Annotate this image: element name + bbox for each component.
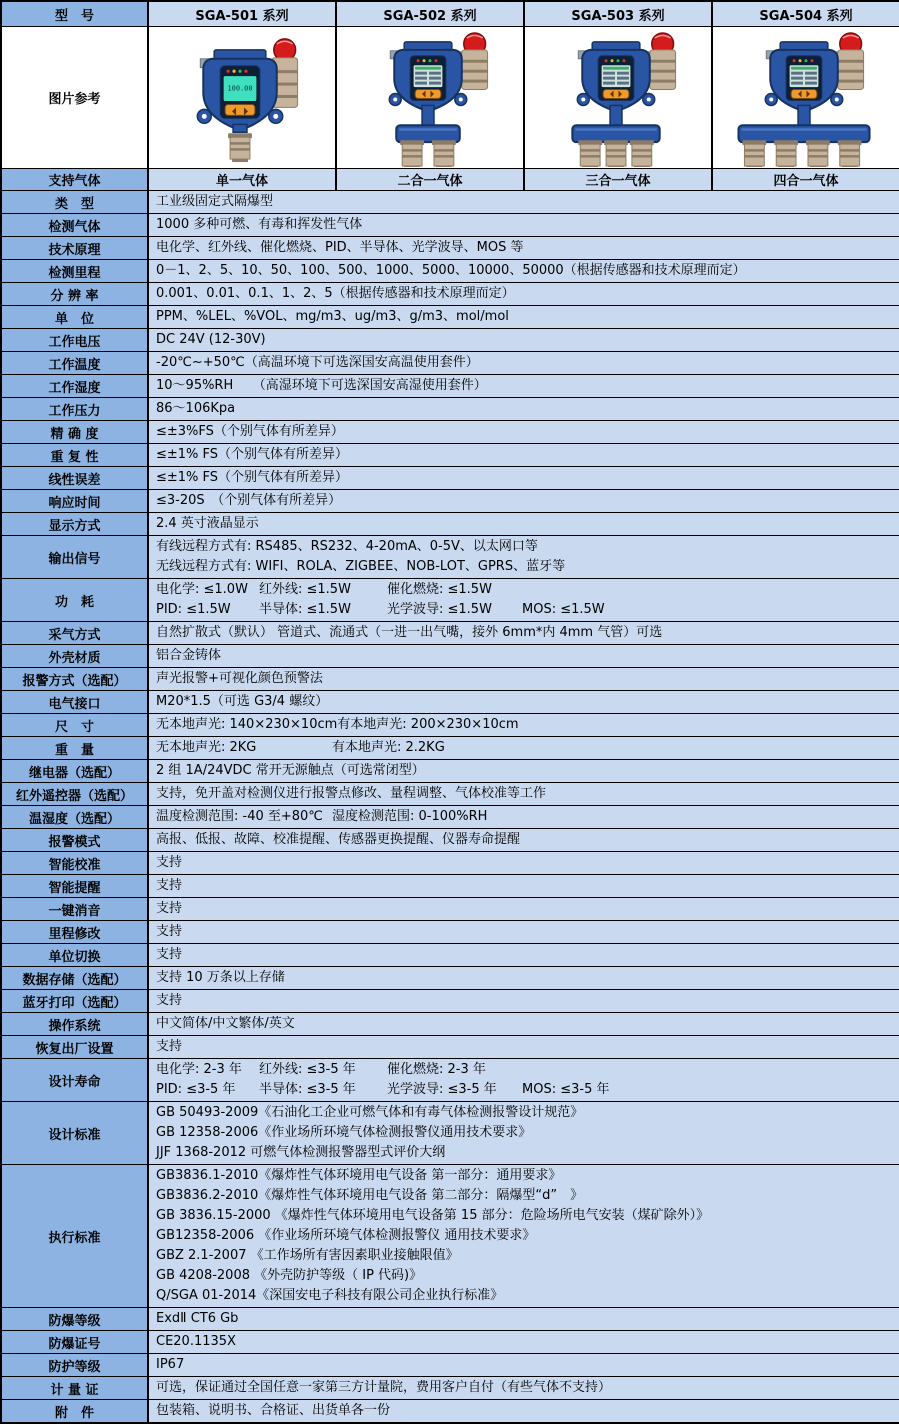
spec-value (148, 260, 899, 283)
spec-row (1, 1165, 899, 1308)
spec-segment: 半导体: ≤1.5W (259, 602, 351, 617)
gas-value-3in1: 三合一气体 (524, 169, 712, 191)
spec-row (1, 852, 899, 875)
spec-line: GB3836.1-2010《爆炸性气体环境用电气设备 第一部分：通用要求》 (156, 1168, 562, 1183)
spec-segment: MOS: ≤1.5W (522, 602, 605, 617)
spec-label: 输出信号 (1, 536, 148, 579)
spec-value (148, 1165, 899, 1308)
spec-line: 可选，保证通过全国任意一家第三方计量院，费用客户自付（有些气体不支持） (156, 1380, 612, 1395)
spec-label: 防护等级 (1, 1354, 148, 1377)
spec-segment: 温度检测范围: -40 至+80℃ (156, 809, 323, 824)
spec-row (1, 898, 899, 921)
spec-row (1, 875, 899, 898)
spec-value (148, 306, 899, 329)
spec-line: DC 24V (12-30V) (156, 332, 266, 347)
spec-row (1, 829, 899, 852)
spec-line: 支持 (156, 901, 183, 916)
spec-segment: PID: ≤1.5W (156, 602, 231, 617)
spec-value (148, 875, 899, 898)
spec-segment: 光学波导: ≤3-5 年 (387, 1082, 497, 1097)
spec-row (1, 352, 899, 375)
spec-line: 1000 多种可燃、有毒和挥发性气体 (156, 217, 363, 232)
spec-line (156, 1080, 895, 1100)
spec-line: 工业级固定式隔爆型 (156, 194, 274, 209)
spec-row (1, 421, 899, 444)
spec-row (1, 967, 899, 990)
spec-value (148, 967, 899, 990)
spec-value (148, 214, 899, 237)
spec-row (1, 513, 899, 536)
spec-row (1, 990, 899, 1013)
spec-line (156, 580, 895, 600)
sensor-head-icon (806, 140, 830, 167)
spec-row (1, 191, 899, 214)
spec-label: 检测里程 (1, 260, 148, 283)
spec-segment: 半导体: ≤3-5 年 (259, 1082, 356, 1097)
spec-label: 外壳材质 (1, 645, 148, 668)
spec-row (1, 237, 899, 260)
spec-label: 技术原理 (1, 237, 148, 260)
spec-label: 采气方式 (1, 622, 148, 645)
spec-segment: MOS: ≤3-5 年 (522, 1082, 610, 1097)
image-row-label: 图片参考 (1, 27, 148, 169)
spec-line: 支持 10 万条以上存储 (156, 970, 285, 985)
spec-row (1, 444, 899, 467)
sensor-head-icon (604, 140, 628, 167)
spec-value (148, 622, 899, 645)
spec-value (148, 444, 899, 467)
spec-label: 里程修改 (1, 921, 148, 944)
gas-detector-illustration (338, 28, 522, 167)
spec-line: IP67 (156, 1357, 185, 1372)
gas-detector-illustration (150, 28, 334, 167)
spec-label: 精 确 度 (1, 421, 148, 444)
spec-label: 工作湿度 (1, 375, 148, 398)
spec-row (1, 1400, 899, 1424)
svg-text:100.00: 100.00 (227, 84, 253, 93)
spec-value (148, 490, 899, 513)
spec-label: 红外遥控器（选配） (1, 783, 148, 806)
product-image-sga-504 (712, 27, 899, 169)
spec-label: 蓝牙打印（选配） (1, 990, 148, 1013)
spec-label: 附 件 (1, 1400, 148, 1424)
spec-value (148, 1013, 899, 1036)
spec-row (1, 1059, 899, 1102)
spec-row (1, 306, 899, 329)
spec-line: 0.001、0.01、0.1、1、2、5（根据传感器和技术原理而定） (156, 286, 515, 301)
spec-value (148, 898, 899, 921)
spec-label: 计 量 证 (1, 1377, 148, 1400)
spec-value (148, 421, 899, 444)
spec-label: 单 位 (1, 306, 148, 329)
spec-row (1, 668, 899, 691)
spec-line: -20℃~+50℃（高温环境下可选深国安高温使用套件） (156, 355, 479, 370)
sensor-head-icon (400, 140, 424, 167)
spec-line: ≤±1% FS（个别气体有所差异） (156, 470, 349, 485)
spec-line (156, 807, 895, 827)
sensor-head-icon (630, 140, 654, 167)
spec-row (1, 579, 899, 622)
spec-line: GBZ 2.1-2007 《工作场所有害因素职业接触限值》 (156, 1248, 459, 1263)
spec-line: 支持，免开盖对检测仪进行报警点修改、量程调整、气体校准等工作 (156, 786, 547, 801)
spec-line: ExdⅡ CT6 Gb (156, 1311, 239, 1326)
spec-label: 线性误差 (1, 467, 148, 490)
sensor-head-icon (742, 140, 766, 167)
spec-line: 自然扩散式（默认） 管道式、流通式（一进一出气嘴，接外 6mm*内 4mm 气管）可选 (156, 625, 663, 640)
spec-row (1, 467, 899, 490)
spec-line: CE20.1135X (156, 1334, 236, 1349)
spec-line (156, 715, 895, 735)
spec-value (148, 536, 899, 579)
spec-value (148, 579, 899, 622)
spec-value (148, 1331, 899, 1354)
spec-line: GB 12358-2006《作业场所环境气体检测报警仪通用技术要求》 (156, 1125, 532, 1140)
spec-line: 支持 (156, 855, 183, 870)
model-header-sga-503: SGA-503 系列 (524, 1, 712, 27)
spec-row (1, 490, 899, 513)
spec-segment: 光学波导: ≤1.5W (387, 602, 492, 617)
spec-row (1, 536, 899, 579)
spec-value (148, 1400, 899, 1424)
spec-value (148, 921, 899, 944)
spec-row (1, 1354, 899, 1377)
product-image-sga-502 (336, 27, 524, 169)
spec-label: 继电器（选配） (1, 760, 148, 783)
spec-line: 高报、低报、故障、校准提醒、传感器更换提醒、仪器寿命提醒 (156, 832, 521, 847)
spec-label: 工作压力 (1, 398, 148, 421)
spec-line: 中文简体/中文繁体/英文 (156, 1016, 295, 1031)
gas-detector-illustration (714, 28, 898, 167)
spec-value (148, 691, 899, 714)
spec-label: 设计标准 (1, 1102, 148, 1165)
spec-line: 支持 (156, 993, 183, 1008)
spec-line: ≤±3%FS（个别气体有所差异） (156, 424, 344, 439)
model-header-sga-501: SGA-501 系列 (148, 1, 336, 27)
spec-line: 0－1、2、5、10、50、100、500、1000、5000、10000、50000（根据传感器和技术原理而定） (156, 263, 746, 278)
spec-line: 电化学、红外线、催化燃烧、PID、半导体、光学波导、MOS 等 (156, 240, 524, 255)
spec-value (148, 1308, 899, 1331)
spec-line: 铝合金铸体 (156, 648, 222, 663)
spec-row (1, 1331, 899, 1354)
product-image-sga-503 (524, 27, 712, 169)
spec-line: 2 组 1A/24VDC 常开无源触点（可选常闭型） (156, 763, 425, 778)
gas-value-4in1: 四合一气体 (712, 169, 899, 191)
spec-label: 单位切换 (1, 944, 148, 967)
spec-line: 支持 (156, 1039, 183, 1054)
spec-segment: 无本地声光: 2KG (156, 740, 257, 755)
spec-row (1, 1013, 899, 1036)
spec-value (148, 806, 899, 829)
product-image-sga-501 (148, 27, 336, 169)
spec-row (1, 329, 899, 352)
gas-row (1, 169, 899, 191)
model-header-sga-504: SGA-504 系列 (712, 1, 899, 27)
spec-label: 报警模式 (1, 829, 148, 852)
spec-value (148, 990, 899, 1013)
spec-row (1, 283, 899, 306)
spec-line: 2.4 英寸液晶显示 (156, 516, 259, 531)
spec-value (148, 714, 899, 737)
spec-label: 类 型 (1, 191, 148, 214)
gas-value-single: 单一气体 (148, 169, 336, 191)
spec-row (1, 214, 899, 237)
spec-segment: 湿度检测范围: 0-100%RH (332, 809, 488, 824)
spec-label: 分 辨 率 (1, 283, 148, 306)
gas-value-2in1: 二合一气体 (336, 169, 524, 191)
spec-label: 设计寿命 (1, 1059, 148, 1102)
spec-line: 10～95%RH （高湿环境下可选深国安高湿使用套件） (156, 378, 487, 393)
spec-row (1, 1036, 899, 1059)
spec-line: 支持 (156, 947, 183, 962)
image-row (1, 27, 899, 169)
spec-line: GB3836.2-2010《爆炸性气体环境用电气设备 第二部分：隔爆型“d” 》 (156, 1188, 584, 1203)
spec-row (1, 921, 899, 944)
spec-line: Q/SGA 01-2014《深国安电子科技有限公司企业执行标准》 (156, 1288, 504, 1303)
spec-line: 无线远程方式有: WIFI、ROLA、ZIGBEE、NOB-LOT、GPRS、蓝牙等 (156, 559, 566, 574)
sensor-head-icon (432, 140, 456, 167)
spec-row (1, 760, 899, 783)
spec-row (1, 944, 899, 967)
spec-row (1, 260, 899, 283)
spec-value (148, 1377, 899, 1400)
spec-row (1, 1308, 899, 1331)
spec-label: 响应时间 (1, 490, 148, 513)
spec-label: 操作系统 (1, 1013, 148, 1036)
spec-value (148, 283, 899, 306)
model-header-label: 型 号 (1, 1, 148, 27)
spec-value (148, 191, 899, 214)
spec-value (148, 829, 899, 852)
spec-label: 报警方式（选配） (1, 668, 148, 691)
spec-line: GB 4208-2008 《外壳防护等级（ IP 代码)》 (156, 1268, 423, 1283)
spec-segment: PID: ≤3-5 年 (156, 1082, 236, 1097)
spec-label: 恢复出厂设置 (1, 1036, 148, 1059)
spec-line: PPM、%LEL、%VOL、mg/m3、ug/m3、g/m3、mol/mol (156, 309, 509, 324)
spec-segment: 红外线: ≤1.5W (259, 582, 351, 597)
spec-label: 智能校准 (1, 852, 148, 875)
sensor-head-icon (774, 140, 798, 167)
spec-value (148, 375, 899, 398)
spec-line: JJF 1368-2012 可燃气体检测报警器型式评价大纲 (156, 1145, 446, 1160)
spec-row (1, 783, 899, 806)
spec-label: 智能提醒 (1, 875, 148, 898)
spec-line: ≤±1% FS（个别气体有所差异） (156, 447, 349, 462)
header-row (1, 1, 899, 27)
spec-label: 防爆等级 (1, 1308, 148, 1331)
spec-row (1, 622, 899, 645)
spec-segment: 有本地声光: 2.2KG (332, 740, 445, 755)
spec-row (1, 645, 899, 668)
spec-label: 重 量 (1, 737, 148, 760)
spec-row (1, 1102, 899, 1165)
spec-line: 声光报警+可视化颜色预警法 (156, 671, 323, 686)
spec-line: 包装箱、说明书、合格证、出货单各一份 (156, 1403, 391, 1418)
spec-label: 电气接口 (1, 691, 148, 714)
model-header-sga-502: SGA-502 系列 (336, 1, 524, 27)
spec-label: 尺 寸 (1, 714, 148, 737)
spec-label: 防爆证号 (1, 1331, 148, 1354)
spec-line (156, 1060, 895, 1080)
spec-value (148, 668, 899, 691)
spec-segment: 有本地声光: 200×230×10cm (337, 717, 519, 732)
sensor-head-icon (838, 140, 862, 167)
spec-segment: 红外线: ≤3-5 年 (259, 1062, 356, 1077)
spec-value (148, 852, 899, 875)
spec-value (148, 1102, 899, 1165)
spec-label: 工作电压 (1, 329, 148, 352)
spec-value (148, 760, 899, 783)
spec-segment: 无本地声光: 140×230×10cm (156, 717, 338, 732)
spec-line (156, 738, 895, 758)
spec-line: 86～106Kpa (156, 401, 236, 416)
spec-value (148, 398, 899, 421)
spec-line: GB 3836.15-2000 《爆炸性气体环境用电气设备第 15 部分：危险场所电气安装（煤矿除外）》 (156, 1208, 710, 1223)
sensor-head-icon (578, 140, 602, 167)
spec-label: 执行标准 (1, 1165, 148, 1308)
spec-line: ≤3-20S （个别气体有所差异） (156, 493, 342, 508)
spec-label: 功 耗 (1, 579, 148, 622)
spec-label: 工作温度 (1, 352, 148, 375)
spec-value (148, 513, 899, 536)
spec-value (148, 237, 899, 260)
spec-line: 有线远程方式有: RS485、RS232、4-20mA、0-5V、以太网口等 (156, 539, 538, 554)
spec-value (148, 737, 899, 760)
spec-label: 检测气体 (1, 214, 148, 237)
spec-label: 温湿度（选配） (1, 806, 148, 829)
spec-value (148, 1354, 899, 1377)
spec-label: 一键消音 (1, 898, 148, 921)
spec-value (148, 1059, 899, 1102)
spec-segment: 电化学: ≤1.0W (156, 582, 248, 597)
spec-line: GB12358-2006 《作业场所环境气体检测报警仪 通用技术要求》 (156, 1228, 536, 1243)
spec-segment: 电化学: 2-3 年 (156, 1062, 242, 1077)
spec-line: GB 50493-2009《石油化工企业可燃气体和有毒气体检测报警设计规范》 (156, 1105, 584, 1120)
spec-line: 支持 (156, 924, 183, 939)
spec-value (148, 329, 899, 352)
spec-value (148, 645, 899, 668)
sensor-head-icon (228, 133, 252, 162)
spec-row (1, 691, 899, 714)
spec-label: 重 复 性 (1, 444, 148, 467)
gas-detector-illustration (526, 28, 710, 167)
spec-row (1, 398, 899, 421)
spec-line (156, 600, 895, 620)
spec-row (1, 375, 899, 398)
spec-line: M20*1.5（可选 G3/4 螺纹） (156, 694, 329, 709)
spec-row (1, 714, 899, 737)
spec-row (1, 1377, 899, 1400)
spec-value (148, 783, 899, 806)
spec-value (148, 1036, 899, 1059)
spec-segment: 催化燃烧: ≤1.5W (387, 582, 492, 597)
spec-row (1, 806, 899, 829)
spec-value (148, 467, 899, 490)
spec-label: 显示方式 (1, 513, 148, 536)
spec-line: 支持 (156, 878, 183, 893)
spec-value (148, 944, 899, 967)
spec-value (148, 352, 899, 375)
spec-segment: 催化燃烧: 2-3 年 (387, 1062, 486, 1077)
spec-label: 数据存储（选配） (1, 967, 148, 990)
spec-row (1, 737, 899, 760)
gas-row-label: 支持气体 (1, 169, 148, 191)
